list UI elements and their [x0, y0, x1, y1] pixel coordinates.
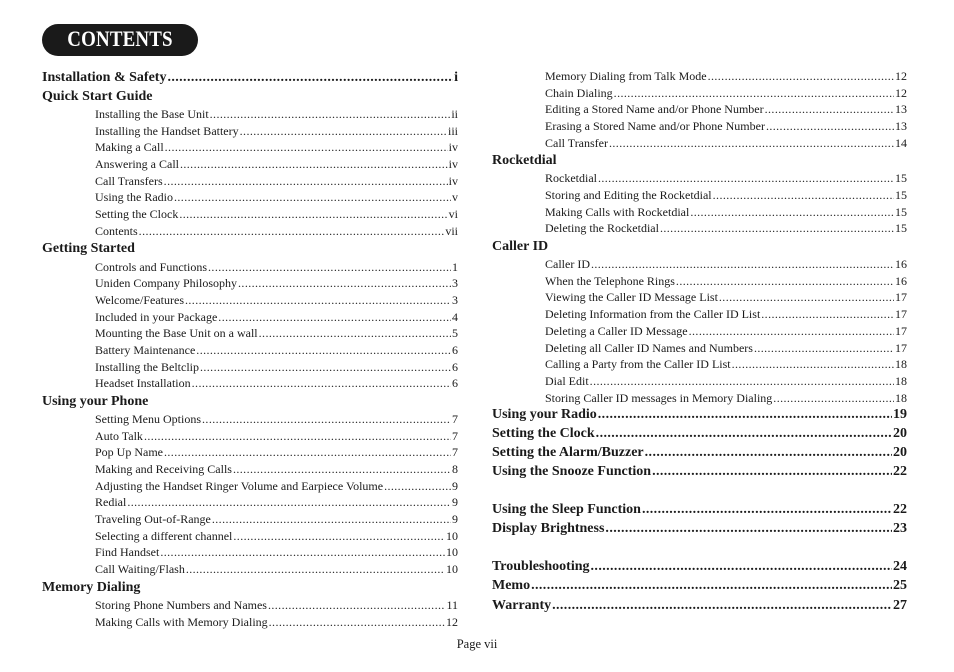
toc-entry-display-brightness[interactable]: [492, 521, 907, 539]
toc-entry-page: 16: [895, 257, 907, 271]
toc-entry-title: Redial: [95, 495, 127, 509]
toc-entry-title: Call Waiting/Flash: [95, 562, 185, 576]
page-title: CONTENTS: [67, 26, 173, 51]
toc-entry-page: 12: [446, 615, 458, 629]
toc-entry-page: 9: [452, 512, 458, 526]
toc-entry-page: v: [452, 190, 458, 204]
dot-leader: [174, 190, 451, 205]
toc-entry-page: 15: [895, 188, 907, 202]
toc-entry-page: 16: [895, 274, 907, 288]
toc-entry-making-and-receiving-calls[interactable]: [95, 462, 458, 477]
dot-leader: [202, 412, 451, 427]
section-heading-memory-dialing: Memory Dialing: [42, 580, 141, 595]
toc-entry-title: When the Telephone Rings: [545, 274, 675, 288]
toc-entry-title: Setting the Alarm/Buzzer: [492, 445, 644, 460]
toc-entry-page: 18: [895, 391, 907, 405]
toc-entry-title: Memory Dialing from Talk Mode: [545, 69, 707, 83]
toc-entry-using-the-radio[interactable]: [95, 190, 458, 205]
toc-entry-page: 6: [452, 343, 458, 357]
toc-entry-title: Headset Installation: [95, 376, 191, 390]
dot-leader: [713, 188, 894, 203]
toc-entry-title: Traveling Out-of-Range: [95, 512, 211, 526]
toc-entry-page: 8: [452, 462, 458, 476]
toc-entry-page: 3: [452, 293, 458, 307]
toc-entry-page: 10: [446, 562, 458, 576]
toc-entry-welcome-features[interactable]: [95, 293, 458, 308]
dot-leader: [605, 521, 892, 537]
toc-entry-setting-menu-options[interactable]: [95, 412, 458, 427]
toc-entry-title: Troubleshooting: [492, 559, 590, 574]
toc-entry-title: Controls and Functions: [95, 260, 208, 274]
toc-entry-page: 9: [452, 479, 458, 493]
toc-entry-title: Caller ID: [545, 257, 590, 271]
toc-entry-making-calls-with-memory-dialing[interactable]: [95, 615, 458, 630]
toc-entry-page: 10: [446, 529, 458, 543]
toc-entry-title: Deleting Information from the Caller ID List: [545, 307, 761, 321]
toc-entry-caller-id[interactable]: [545, 257, 907, 272]
toc-entry-storing-and-editing-the-rocketdial[interactable]: [545, 188, 907, 203]
toc-entry-editing-a-stored-name-and-or-phone-number[interactable]: [545, 102, 907, 117]
toc-entry-title: Battery Maintenance: [95, 343, 196, 357]
toc-entry-installing-the-base-unit[interactable]: [95, 107, 458, 122]
toc-entry-page: 22: [893, 464, 907, 479]
dot-leader: [652, 464, 892, 480]
toc-entry-page: 23: [893, 521, 907, 536]
toc-entry-page: 17: [895, 290, 907, 304]
toc-entry-title: Deleting all Caller ID Names and Numbers: [545, 341, 753, 355]
toc-entry-page: 6: [452, 376, 458, 390]
toc-entry-title: Display Brightness: [492, 521, 605, 536]
toc-entry-title: Storing and Editing the Rocketdial: [545, 188, 712, 202]
toc-entry-page: 12: [895, 69, 907, 83]
toc-entry-page: 27: [893, 598, 907, 613]
dot-leader: [642, 502, 892, 518]
toc-entry-controls-and-functions[interactable]: [95, 260, 458, 275]
toc-entry-traveling-out-of-range[interactable]: [95, 512, 458, 527]
toc-entry-page: vi: [448, 207, 458, 221]
toc-entry-dial-edit[interactable]: [545, 374, 907, 389]
dot-leader: [660, 221, 894, 236]
dot-leader: [689, 324, 894, 339]
toc-entry-title: Call Transfers: [95, 174, 163, 188]
toc-entry-using-your-radio[interactable]: [492, 407, 907, 425]
toc-entry-chain-dialing[interactable]: [545, 86, 907, 101]
toc-entry-title: Using the Radio: [95, 190, 173, 204]
toc-entry-storing-caller-id-messages-in-memory-dialing[interactable]: [545, 391, 907, 406]
toc-entry-page: 11: [446, 598, 458, 612]
toc-entry-title: Welcome/Features: [95, 293, 184, 307]
dot-leader: [591, 559, 892, 575]
dot-leader: [164, 445, 451, 460]
toc-entry-page: 17: [895, 341, 907, 355]
toc-entry-page: 4: [452, 310, 458, 324]
toc-entry-page: vii: [445, 224, 458, 238]
toc-entry-battery-maintenance[interactable]: [95, 343, 458, 358]
dot-leader: [240, 124, 447, 139]
dot-leader: [766, 119, 894, 134]
dot-leader: [212, 512, 451, 527]
toc-entry-title: Editing a Stored Name and/or Phone Number: [545, 102, 764, 116]
dot-leader: [773, 391, 894, 406]
toc-entry-title: Erasing a Stored Name and/or Phone Number: [545, 119, 765, 133]
toc-entry-find-handset[interactable]: [95, 545, 458, 560]
toc-entry-title: Find Handset: [95, 545, 160, 559]
toc-entry-title: Installing the Base Unit: [95, 107, 209, 121]
toc-entry-page: 9: [452, 495, 458, 509]
toc-entry-installing-the-handset-battery[interactable]: [95, 124, 458, 139]
dot-leader: [269, 615, 445, 630]
toc-entry-setting-the-alarm-buzzer[interactable]: [492, 445, 907, 463]
dot-leader: [233, 529, 445, 544]
toc-entry-viewing-the-caller-id-message-list[interactable]: [545, 290, 907, 305]
toc-entry-installing-the-beltclip[interactable]: [95, 360, 458, 375]
page-number: Page vii: [456, 637, 498, 651]
toc-entry-selecting-a-different-channel[interactable]: [95, 529, 458, 544]
toc-entry-call-transfer[interactable]: [545, 136, 907, 151]
toc-entry-pop-up-name[interactable]: [95, 445, 458, 460]
toc-entry-page: 20: [893, 426, 907, 441]
toc-entry-rocketdial[interactable]: [545, 171, 907, 186]
dot-leader: [238, 276, 451, 291]
toc-entry-title: Selecting a different channel: [95, 529, 233, 543]
toc-entry-page: 24: [893, 559, 907, 574]
toc-entry-page: 22: [893, 502, 907, 517]
toc-entry-page: 10: [446, 545, 458, 559]
dot-leader: [185, 293, 451, 308]
dot-leader: [160, 545, 445, 560]
section-heading-rocketdial: Rocketdial: [492, 153, 557, 168]
toc-entry-deleting-all-caller-id-names-and-numbers[interactable]: [545, 341, 907, 356]
toc-entry-page: 6: [452, 360, 458, 374]
toc-entry-page: iv: [448, 174, 458, 188]
toc-entry-page: iv: [448, 140, 458, 154]
dot-leader: [614, 86, 894, 101]
dot-leader: [645, 445, 892, 461]
toc-entry-title: Uniden Company Philosophy: [95, 276, 238, 290]
toc-entry-title: Chain Dialing: [545, 86, 613, 100]
toc-entry-warranty[interactable]: [492, 598, 907, 616]
toc-entry-page: 7: [452, 445, 458, 459]
dot-leader: [609, 136, 894, 151]
dot-leader: [690, 205, 894, 220]
toc-entry-title: Call Transfer: [545, 136, 608, 150]
toc-entry-page: 7: [452, 429, 458, 443]
dot-leader: [210, 107, 451, 122]
dot-leader: [186, 562, 445, 577]
dot-leader: [164, 174, 448, 189]
section-heading-quick-start-guide: Quick Start Guide: [42, 89, 153, 104]
toc-entry-page: 19: [893, 407, 907, 422]
toc-entry-setting-the-clock[interactable]: [492, 426, 907, 444]
toc-entry-deleting-a-caller-id-message[interactable]: [545, 324, 907, 339]
toc-entry-title: Storing Phone Numbers and Names: [95, 598, 267, 612]
toc-entry-page: 17: [895, 324, 907, 338]
dot-leader: [218, 310, 451, 325]
toc-entry-title: Setting the Clock: [95, 207, 179, 221]
contents-banner: [42, 24, 198, 56]
toc-entry-title: Making Calls with Rocketdial: [545, 205, 690, 219]
toc-entry-title: Auto Talk: [95, 429, 143, 443]
toc-entry-page: 3: [452, 276, 458, 290]
toc-entry-page: iv: [448, 157, 458, 171]
toc-entry-contents[interactable]: [95, 224, 458, 239]
dot-leader: [384, 479, 451, 494]
toc-entry-auto-talk[interactable]: [95, 429, 458, 444]
toc-entry-deleting-information-from-the-caller-id-list[interactable]: [545, 307, 907, 322]
toc-entry-page: ii: [451, 107, 458, 121]
toc-entry-page: 15: [895, 205, 907, 219]
toc-entry-title: Viewing the Caller ID Message List: [545, 290, 718, 304]
toc-entry-title: Installation & Safety: [42, 70, 167, 85]
dot-leader: [180, 157, 448, 172]
dot-leader: [732, 357, 894, 372]
toc-entry-making-a-call[interactable]: [95, 140, 458, 155]
toc-entry-call-transfers[interactable]: [95, 174, 458, 189]
dot-leader: [127, 495, 451, 510]
toc-entry-page: 15: [895, 221, 907, 235]
toc-entry-title: Calling a Party from the Caller ID List: [545, 357, 731, 371]
toc-entry-included-in-your-package[interactable]: [95, 310, 458, 325]
toc-entry-title: Memo: [492, 578, 531, 593]
dot-leader: [208, 260, 451, 275]
toc-entry-title: Answering a Call: [95, 157, 179, 171]
toc-entry-title: Installing the Handset Battery: [95, 124, 239, 138]
toc-entry-page: 17: [895, 307, 907, 321]
toc-entry-answering-a-call[interactable]: [95, 157, 458, 172]
toc-entry-setting-the-clock[interactable]: [95, 207, 458, 222]
toc-entry-page: i: [454, 70, 458, 85]
dot-leader: [596, 426, 892, 442]
section-heading-using-your-phone: Using your Phone: [42, 394, 149, 409]
dot-leader: [196, 343, 451, 358]
dot-leader: [676, 274, 894, 289]
dot-leader: [552, 598, 892, 614]
toc-entry-page: iii: [447, 124, 458, 138]
dot-leader: [259, 326, 451, 341]
toc-entry-title: Using the Snooze Function: [492, 464, 652, 479]
toc-entry-memo[interactable]: [492, 578, 907, 596]
toc-entry-page: 18: [895, 357, 907, 371]
toc-entry-page: 15: [895, 171, 907, 185]
toc-entry-title: Setting the Clock: [492, 426, 595, 441]
toc-entry-mounting-the-base-unit-on-a-wall[interactable]: [95, 326, 458, 341]
toc-entry-memory-dialing-from-talk-mode[interactable]: [545, 69, 907, 84]
dot-leader: [200, 360, 451, 375]
dot-leader: [233, 462, 451, 477]
toc-entry-title: Adjusting the Handset Ringer Volume and Earpiece Volume: [95, 479, 384, 493]
dot-leader: [192, 376, 451, 391]
dot-leader: [719, 290, 894, 305]
toc-entry-title: Contents: [95, 224, 138, 238]
dot-leader: [179, 207, 447, 222]
dot-leader: [591, 257, 894, 272]
toc-entry-when-the-telephone-rings[interactable]: [545, 274, 907, 289]
dot-leader: [144, 429, 451, 444]
toc-entry-title: Warranty: [492, 598, 552, 613]
toc-entry-adjusting-the-handset-ringer-volume-and-earpiece-volume[interactable]: [95, 479, 458, 494]
toc-entry-title: Deleting the Rocketdial: [545, 221, 659, 235]
toc-entry-storing-phone-numbers-and-names[interactable]: [95, 598, 458, 613]
toc-entry-page: 12: [895, 86, 907, 100]
dot-leader: [268, 598, 445, 613]
dot-leader: [598, 171, 894, 186]
toc-entry-troubleshooting[interactable]: [492, 559, 907, 577]
toc-entry-title: Storing Caller ID messages in Memory Dialing: [545, 391, 773, 405]
toc-entry-title: Installing the Beltclip: [95, 360, 199, 374]
toc-entry-title: Making a Call: [95, 140, 164, 154]
dot-leader: [598, 407, 892, 423]
dot-leader: [761, 307, 894, 322]
toc-entry-call-waiting-flash[interactable]: [95, 562, 458, 577]
dot-leader: [167, 70, 453, 86]
toc-entry-making-calls-with-rocketdial[interactable]: [545, 205, 907, 220]
dot-leader: [590, 374, 894, 389]
toc-entry-page: 5: [452, 326, 458, 340]
toc-entry-using-the-sleep-function[interactable]: [492, 502, 907, 520]
toc-entry-page: 1: [452, 260, 458, 274]
toc-entry-calling-a-party-from-the-caller-id-list[interactable]: [545, 357, 907, 372]
toc-entry-title: Pop Up Name: [95, 445, 163, 459]
dot-leader: [165, 140, 448, 155]
toc-entry-title: Using the Sleep Function: [492, 502, 641, 517]
toc-entry-uniden-company-philosophy[interactable]: [95, 276, 458, 291]
toc-entry-title: Dial Edit: [545, 374, 589, 388]
toc-entry-page: 13: [895, 119, 907, 133]
toc-entry-redial[interactable]: [95, 495, 458, 510]
toc-entry-title: Making Calls with Memory Dialing: [95, 615, 268, 629]
toc-entry-erasing-a-stored-name-and-or-phone-number[interactable]: [545, 119, 907, 134]
toc-entry-title: Rocketdial: [545, 171, 597, 185]
toc-entry-page: 7: [452, 412, 458, 426]
toc-entry-page: 25: [893, 578, 907, 593]
toc-entry-headset-installation[interactable]: [95, 376, 458, 391]
dot-leader: [139, 224, 445, 239]
section-heading-caller-id: Caller ID: [492, 239, 549, 254]
section-heading-getting-started: Getting Started: [42, 241, 135, 256]
toc-entry-title: Setting Menu Options: [95, 412, 202, 426]
toc-entry-title: Deleting a Caller ID Message: [545, 324, 688, 338]
dot-leader: [754, 341, 894, 356]
toc-entry-title: Using your Radio: [492, 407, 597, 422]
toc-entry-title: Mounting the Base Unit on a wall: [95, 326, 258, 340]
toc-entry-title: Included in your Package: [95, 310, 218, 324]
toc-entry-deleting-the-rocketdial[interactable]: [545, 221, 907, 236]
toc-entry-page: 20: [893, 445, 907, 460]
dot-leader: [765, 102, 894, 117]
dot-leader: [708, 69, 894, 84]
toc-entry-installation-safety[interactable]: [42, 70, 458, 88]
toc-entry-page: 13: [895, 102, 907, 116]
dot-leader: [531, 578, 892, 594]
toc-entry-page: 14: [895, 136, 907, 150]
toc-entry-page: 18: [895, 374, 907, 388]
toc-entry-using-the-snooze-function[interactable]: [492, 464, 907, 482]
toc-entry-title: Making and Receiving Calls: [95, 462, 232, 476]
